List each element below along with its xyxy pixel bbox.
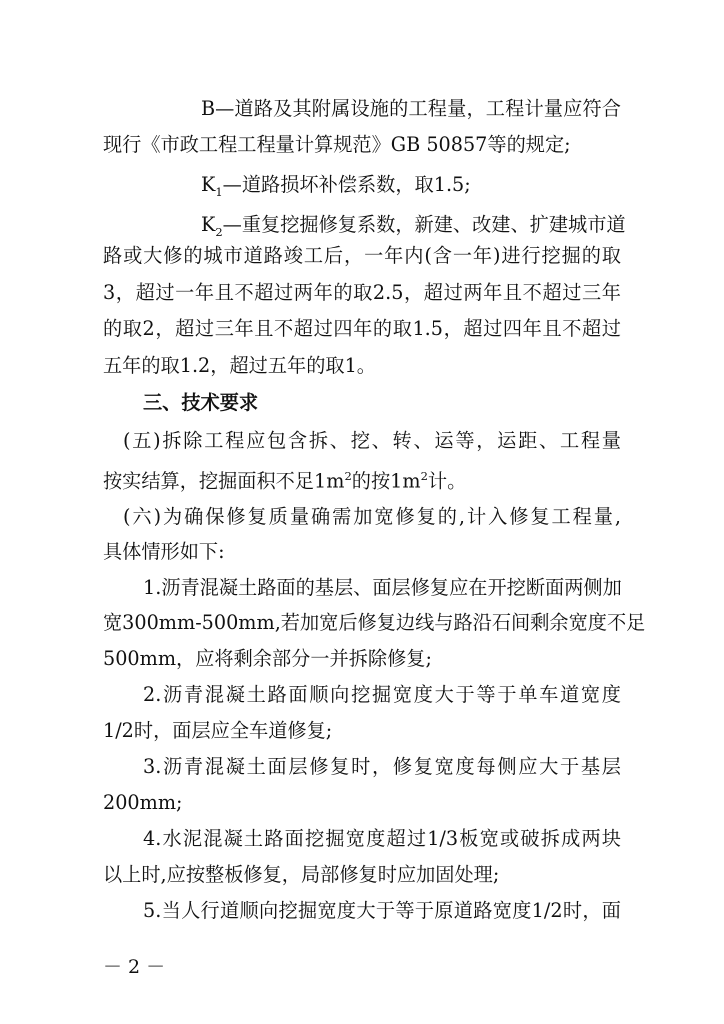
heading-text: 三、技术要求: [143, 391, 259, 414]
text-line: [143, 826, 621, 852]
text-span: 1.沥青混凝土路面的基层、面层修复应在开挖断面两侧加: [143, 576, 622, 599]
subscript: 2: [215, 224, 223, 239]
text-span: 按实结算，挖掘面积不足1m: [103, 469, 345, 493]
text-span: —重复挖掘修复系数，新建、改建、扩建城市道: [222, 213, 626, 236]
subscript: 1: [215, 184, 223, 199]
text-span: 以上时,应按整板修复，局部修复时应加固处理;: [103, 863, 500, 886]
text-span: 的取2，超过三年且不超过四年的取1.5，超过四年且不超过: [103, 317, 621, 340]
text-line: [201, 212, 626, 239]
section-heading: [143, 390, 621, 416]
text-span: 现行《市政工程工程量计算规范》GB 50857等的规定;: [103, 133, 571, 156]
superscript: 2: [344, 469, 352, 483]
text-line: [201, 96, 621, 122]
text-line: [123, 428, 621, 454]
text-span: 宽300mm-500mm,若加宽后修复边线与路沿石间剩余宽度不足: [103, 611, 646, 634]
text-span: B—道路及其附属设施的工程量，工程计量应符合: [201, 97, 621, 120]
text-span: —道路损坏补偿系数，取1.5;: [222, 173, 471, 196]
text-line: [103, 280, 621, 306]
text-span: (五)拆除工程应包含拆、挖、转、运等，运距、工程量: [123, 429, 621, 452]
text-line: [143, 754, 621, 780]
text-line: [123, 504, 621, 530]
text-line: [201, 172, 621, 198]
text-line: [103, 132, 621, 158]
text-span: 3，超过一年且不超过两年的取2.5，超过两年且不超过三年: [103, 281, 621, 304]
text-span: 3.沥青混凝土面层修复时，修复宽度每侧应大于基层: [143, 755, 621, 778]
text-span: 五年的取1.2，超过五年的取1。: [103, 354, 376, 377]
page-number: － 2 －: [103, 956, 166, 978]
text-line: [103, 243, 621, 269]
text-line: [103, 353, 621, 379]
text-line: [103, 610, 646, 636]
text-line: [103, 718, 621, 744]
text-span: 的按1m: [351, 469, 421, 493]
text-span: 计。: [427, 469, 467, 493]
text-span: 路或大修的城市道路竣工后，一年内(含一年)进行挖掘的取: [103, 244, 621, 267]
text-line: [103, 862, 621, 888]
text-span: 2.沥青混凝土路面顺向挖掘宽度大于等于单车道宽度: [143, 683, 621, 706]
text-line: [103, 463, 621, 493]
superscript: 2: [420, 469, 428, 483]
text-span: (六)为确保修复质量确需加宽修复的,计入修复工程量,: [123, 505, 621, 528]
text-span: K: [201, 173, 216, 196]
text-line: [103, 790, 621, 816]
text-span: 具体情形如下:: [103, 540, 225, 563]
text-span: 5.当人行道顺向挖掘宽度大于等于原道路宽度1/2时，面: [143, 899, 621, 922]
text-span: 200mm;: [103, 791, 183, 814]
text-span: K: [201, 213, 216, 236]
text-line: [103, 646, 621, 672]
text-span: 4.水泥混凝土路面挖掘宽度超过1/3板宽或破拆成两块: [143, 827, 621, 850]
text-line: [143, 575, 621, 601]
text-line: [143, 682, 621, 708]
text-line: [103, 539, 621, 565]
text-line: [143, 898, 621, 924]
text-span: 1/2时，面层应全车道修复;: [103, 719, 333, 742]
text-span: 500mm，应将剩余部分一并拆除修复;: [103, 647, 432, 670]
text-line: [103, 316, 621, 342]
